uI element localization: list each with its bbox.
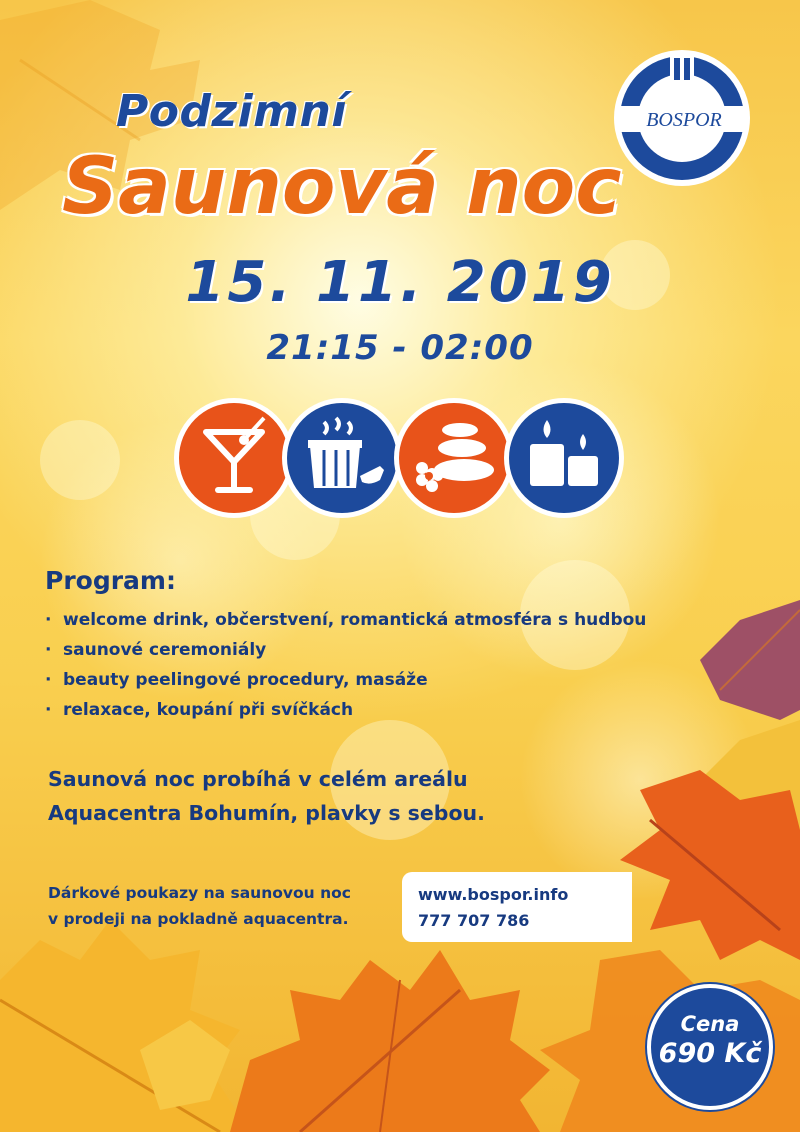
website-link[interactable]: www.bospor.info xyxy=(418,885,569,904)
program-heading: Program: xyxy=(45,566,176,595)
cocktail-icon xyxy=(172,396,296,520)
program-list xyxy=(45,605,646,725)
event-time: 21:15 - 02:00 xyxy=(266,328,534,368)
spa-stones-icon xyxy=(392,396,516,520)
voucher-info: Dárkové poukazy na saunovou noc v prodeji na pokladně aquacentra. xyxy=(48,884,351,928)
list-item: · saunové ceremoniály xyxy=(45,640,267,660)
list-item: · welcome drink, občerstvení, romantická atmosféra s hudbou xyxy=(45,610,647,630)
activity-icons xyxy=(172,396,642,526)
candles-icon xyxy=(502,396,626,520)
list-item: · relaxace, koupání při svíčkách xyxy=(45,700,354,720)
program-section xyxy=(45,566,646,725)
bospor-logo xyxy=(612,48,752,188)
price-label: Cena xyxy=(680,1012,740,1036)
contact-box xyxy=(402,872,632,942)
price-badge xyxy=(647,984,773,1110)
phone-number: 777 707 786 xyxy=(418,911,530,930)
price-value: 690 Kč xyxy=(658,1038,762,1069)
venue-note: Saunová noc probíhá v celém areálu Aquacentra Bohumín, plavky s sebou. xyxy=(48,767,485,825)
sauna-bucket-icon xyxy=(280,396,404,520)
list-item: · beauty peelingové procedury, masáže xyxy=(45,670,428,690)
title-small: Podzimní xyxy=(116,86,347,137)
event-date: 15. 11. 2019 xyxy=(185,250,615,315)
logo-text: BOSPOR xyxy=(646,109,722,131)
title-big: Saunová noc xyxy=(62,142,622,232)
